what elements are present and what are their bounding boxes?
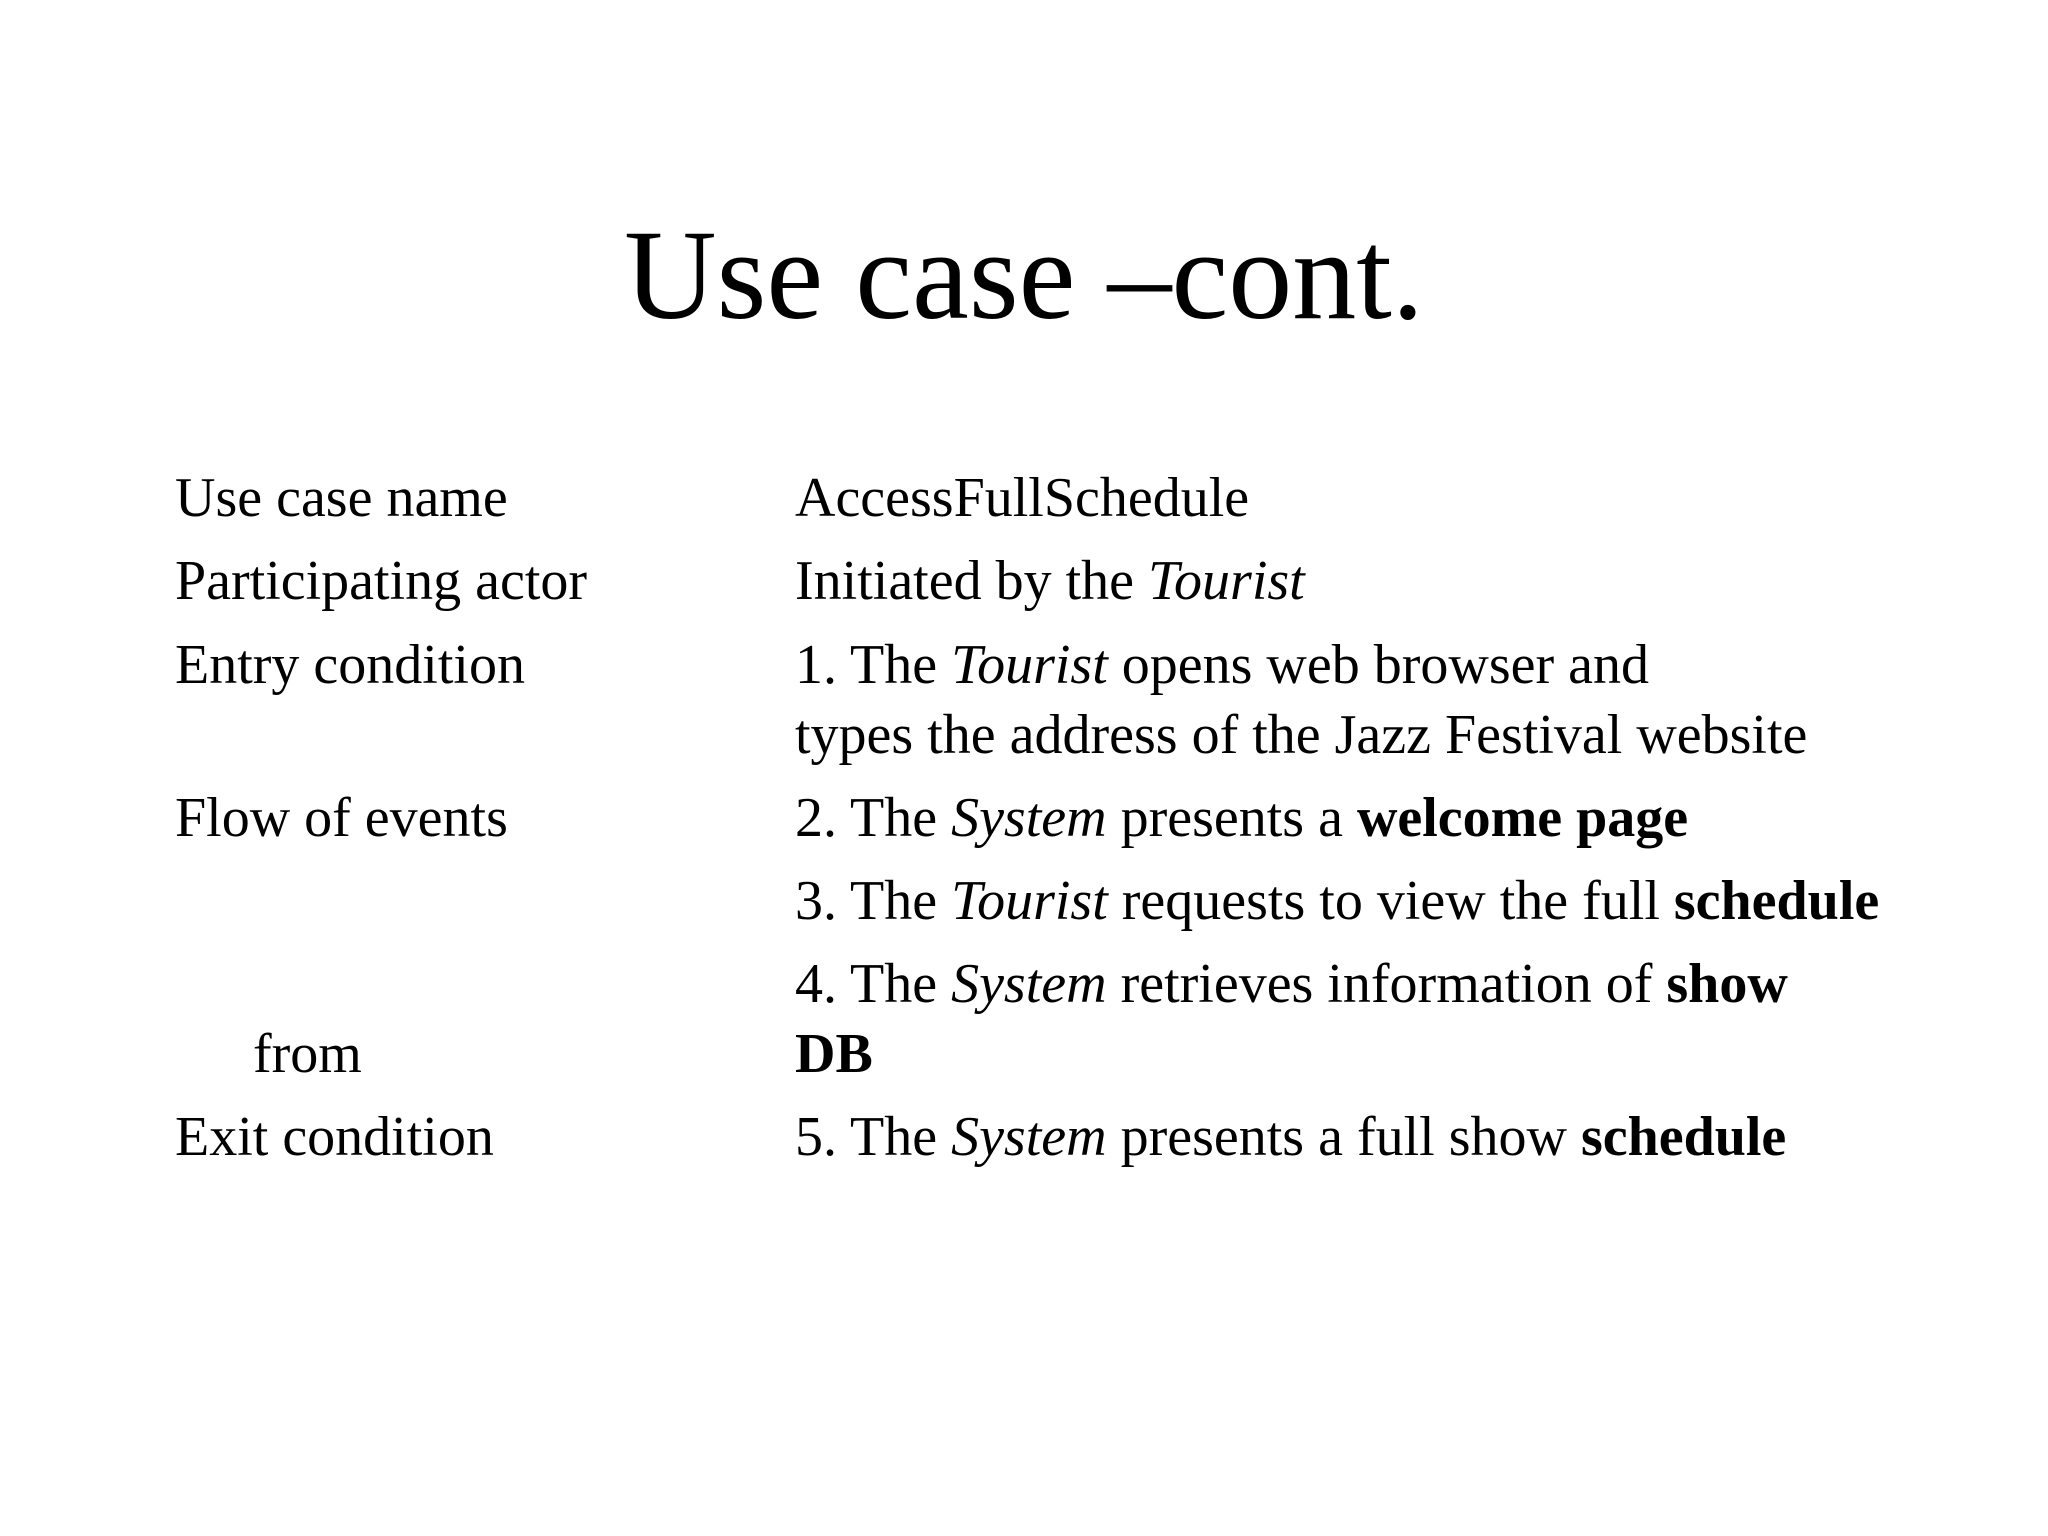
step-4 xyxy=(795,952,1788,1016)
label-flow-of-events: Flow of events xyxy=(175,787,508,849)
step-4-label-continuation: from xyxy=(253,1023,362,1085)
step-5-prefix: 5. The xyxy=(795,1106,952,1168)
slide-title: Use case –cont. xyxy=(624,204,1424,346)
step-5 xyxy=(795,1105,1786,1169)
step-4-keyword: show xyxy=(1666,953,1788,1015)
actor-text: Initiated by the xyxy=(795,550,1149,612)
label-participating-actor: Participating actor xyxy=(175,550,588,612)
value-use-case-name: AccessFullSchedule xyxy=(795,467,1250,529)
step-2-prefix: 2. The xyxy=(795,787,952,849)
step-5-text: presents a full show xyxy=(1106,1106,1581,1168)
step-5-keyword: schedule xyxy=(1580,1106,1787,1168)
step-1-text: opens web browser and xyxy=(1107,634,1649,696)
step-2-keyword: welcome page xyxy=(1356,787,1689,849)
step-3-prefix: 3. The xyxy=(795,870,952,932)
step-4-keyword-2: DB xyxy=(795,1023,873,1085)
actor-emphasis: Tourist xyxy=(1148,550,1305,612)
step-1 xyxy=(795,633,1649,697)
step-2-text: presents a xyxy=(1106,787,1357,849)
step-4-line-2 xyxy=(795,1022,873,1086)
step-3-actor: Tourist xyxy=(951,870,1108,932)
step-3 xyxy=(795,869,1879,933)
step-4-prefix: 4. The xyxy=(795,953,952,1015)
step-5-actor: System xyxy=(951,1106,1107,1168)
value-participating-actor xyxy=(795,549,1305,613)
step-2-actor: System xyxy=(951,787,1107,849)
label-entry-condition: Entry condition xyxy=(175,634,525,696)
label-use-case-name: Use case name xyxy=(175,467,508,529)
step-1-actor: Tourist xyxy=(951,634,1108,696)
step-1-line-2: types the address of the Jazz Festival website xyxy=(795,704,1808,766)
label-exit-condition: Exit condition xyxy=(175,1106,494,1168)
step-1-prefix: 1. The xyxy=(795,634,952,696)
step-4-text: retrieves information of xyxy=(1106,953,1667,1015)
step-4-actor: System xyxy=(951,953,1107,1015)
step-3-keyword: schedule xyxy=(1673,870,1880,932)
step-3-text: requests to view the full xyxy=(1107,870,1674,932)
step-2 xyxy=(795,786,1688,850)
